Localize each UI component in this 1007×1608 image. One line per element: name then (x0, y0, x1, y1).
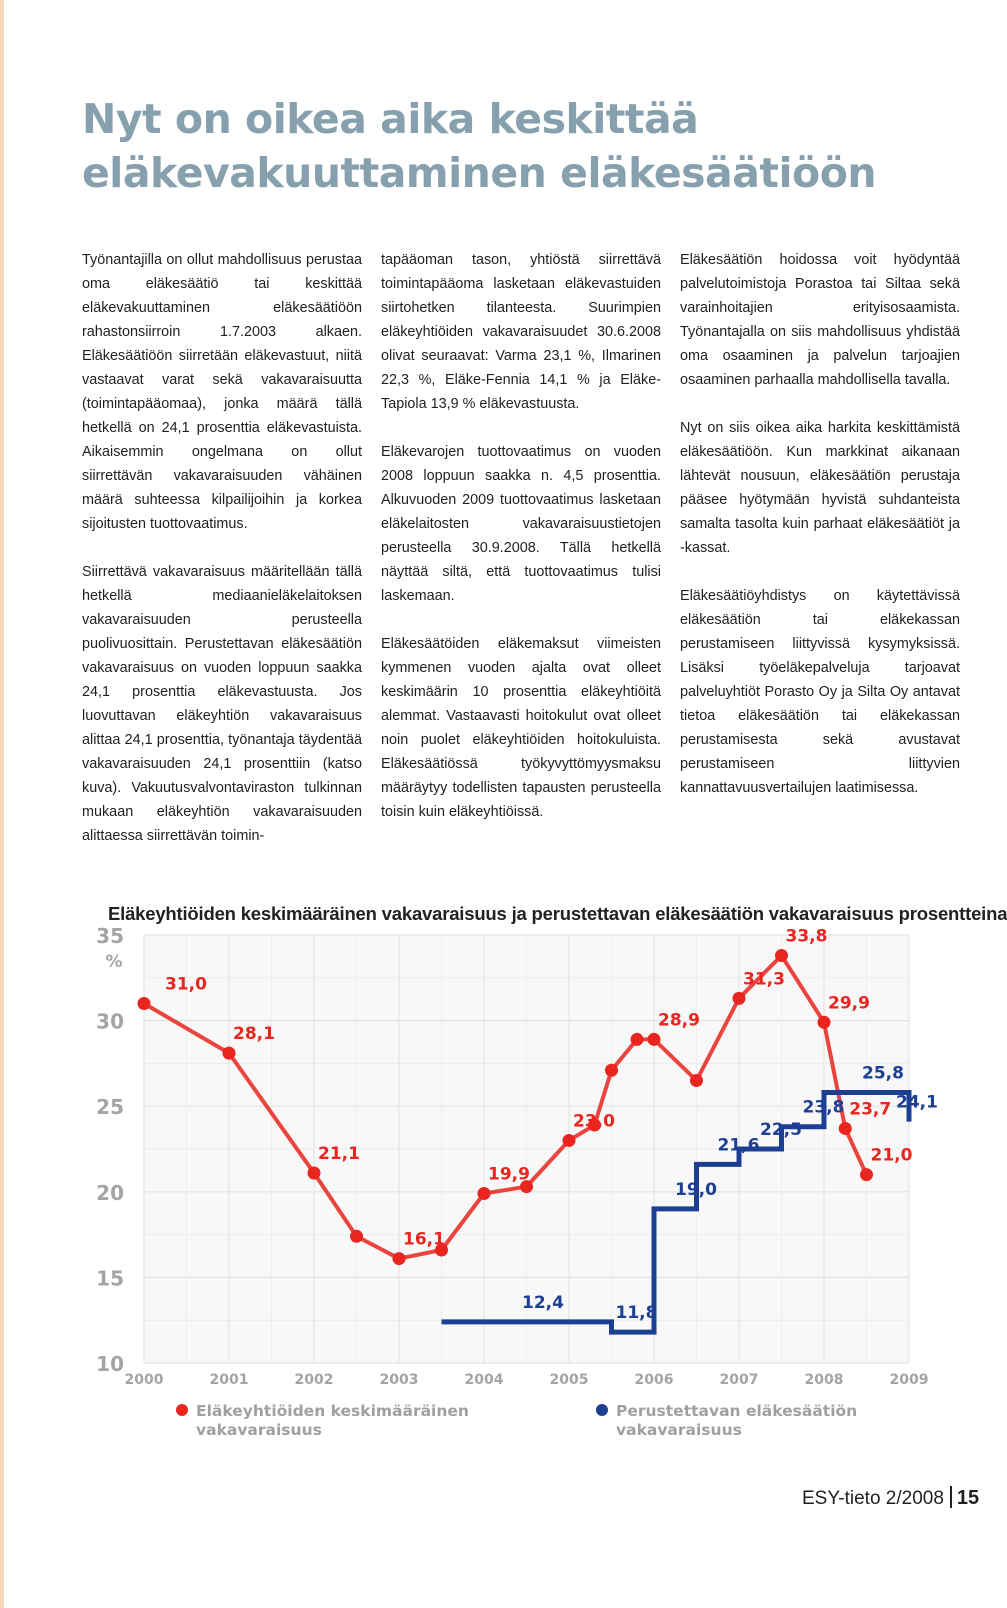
data-label: 19,0 (675, 1179, 717, 1200)
data-point (393, 1252, 406, 1265)
y-tick-label: 15 (96, 1266, 124, 1291)
data-label: 28,9 (658, 1010, 700, 1031)
legend-marker (596, 1404, 608, 1416)
title-line: Nyt on oikea aika keskittää (82, 95, 699, 143)
paragraph: Eläkesäätöiden eläkemaksut viimeisten kymmenen vuoden ajalta ovat olleet keskimäärin 10 prosenttia eläkeyhtiöitä alemmat. Vastaavasti hoitokulut ovat olleet noin puolet eläkeyhtiöiden hoitokuluista. Eläkesäätiössä työkyvyttömyysmaksu määräytyy todellisten tapausten perusteella toisin kuin eläkeyhtiöissä. (381, 636, 661, 820)
title-line: eläkevakuuttaminen eläkesäätiöön (82, 149, 877, 197)
x-tick-label: 2005 (549, 1372, 589, 1388)
data-label: 29,9 (828, 993, 870, 1014)
data-label: 23,0 (573, 1111, 615, 1132)
data-point (648, 1033, 661, 1046)
chart-svg (92, 924, 944, 1485)
y-tick-label: 10 (96, 1352, 124, 1376)
data-point (839, 1122, 852, 1135)
data-point (733, 992, 746, 1005)
paragraph: Eläkesäätiöyhdistys on käytettävissä eläkesäätiön tai eläkekassan perustamiseen liittyvissä kysymyksissä. Lisäksi työeläkepalveluja tarjoavat palveluyhtiöt Porasto Oy ja Silta Oy antavat tietoa eläkesäätiön tai eläkekassan perustamisesta sekä avustavat perustamiseen liittyvien kannattavuusvertailujen laatimisessa. (680, 588, 960, 796)
page-edge-stripe (0, 0, 4, 1608)
article-title (82, 92, 902, 200)
data-label: 31,3 (743, 969, 785, 990)
data-label: 21,6 (717, 1135, 760, 1156)
article-column-1 (82, 248, 362, 872)
x-tick-label: 2001 (209, 1372, 249, 1388)
legend-label: Perustettavan eläkesäätiön (616, 1402, 858, 1420)
y-tick-label: 30 (96, 1009, 124, 1034)
data-point (775, 949, 788, 962)
page-number: 15 (956, 1487, 980, 1509)
data-point (605, 1064, 618, 1077)
data-label: 22,5 (760, 1120, 802, 1140)
x-tick-label: 2000 (124, 1372, 164, 1388)
data-point (631, 1033, 644, 1046)
chart-title: Eläkeyhtiöiden keskimääräinen vakavaraisuus ja perustettavan eläkesäätiön vakavaraisuus prosentteina (108, 903, 1007, 924)
data-label: 16,1 (403, 1229, 445, 1250)
article-column-2 (381, 248, 661, 848)
data-point (350, 1230, 363, 1243)
data-label: 23,8 (802, 1097, 845, 1118)
legend-marker (176, 1404, 188, 1416)
article-column-3 (680, 248, 960, 824)
data-point (818, 1016, 831, 1029)
paragraph: Nyt on siis oikea aika harkita keskittämistä eläkesäätiöön. Kun markkinat aikanaan lähtevät nousuun, eläkesäätiön perustaja pääsee hyötymään hyvistä suhdanteista samalta tasolta kuin parhaat eläkesäätiöt ja -kassat. (680, 420, 960, 556)
page-footer (802, 1486, 979, 1510)
paragraph: Eläkesäätiön hoidossa voit hyödyntää palvelutoimistoja Porastoa tai Siltaa sekä varainhoitajien erityisosaamista. Työnantajalla on siis mahdollisuus yhdistää oma osaaminen ja palvelun tarjoajien osaaminen parhaalla mahdollisella tavalla. (680, 252, 960, 388)
data-label: 31,0 (165, 974, 207, 995)
legend-label: Eläkeyhtiöiden keskimääräinen (196, 1402, 469, 1420)
paragraph: Työnantajilla on ollut mahdollisuus perustaa oma eläkesäätiö tai keskittää eläkevakuuttaminen eläkesäätiöön rahastonsiirroin 1.7.2003 alkaen. Eläkesäätiöön siirretään eläkevastuut, niitä vastaavat varat sekä vakavaraisuutta (toimintapääomaa), jonka määrä tällä hetkellä on 24,1 prosenttia eläkevastuista. Aikaisemmin ongelmana on ollut siirrettävän vakavaraisuuden vähäinen määrä suhteessa kilpailijoihin ja korkea sijoitusten tuottovaatimus. (82, 252, 362, 532)
data-label: 28,1 (233, 1024, 275, 1045)
data-point (308, 1166, 321, 1179)
x-tick-label: 2008 (804, 1372, 844, 1388)
paragraph: tapääoman tason, yhtiöstä siirrettävä toimintapääoma lasketaan eläkevastuiden siirtohetken tilanteesta. Suurimpien eläkeyhtiöiden vakavaraisuudet 30.6.2008 olivat seuraavat: Varma 23,1 %, Ilmarinen 22,3 %, Eläke-Fennia 14,1 % ja Eläke-Tapiola 13,9 % eläkevastuusta. (381, 252, 661, 412)
x-tick-label: 2002 (294, 1372, 334, 1388)
data-label: 25,8 (862, 1063, 904, 1084)
data-label: 24,1 (896, 1092, 938, 1113)
y-tick-label: 35 (96, 924, 124, 948)
data-label: 21,0 (870, 1145, 913, 1166)
legend-label: vakavaraisuus (196, 1421, 322, 1439)
data-point (478, 1187, 491, 1200)
y-axis-label: % (105, 952, 123, 972)
data-point (860, 1168, 873, 1181)
data-point (138, 997, 151, 1010)
data-label: 11,8 (615, 1303, 658, 1324)
footer-divider (950, 1486, 952, 1508)
legend-label: vakavaraisuus (616, 1421, 742, 1439)
data-point (223, 1047, 236, 1060)
data-point (690, 1074, 703, 1087)
data-label: 12,4 (522, 1292, 564, 1313)
x-tick-label: 2007 (719, 1372, 759, 1388)
data-point (563, 1134, 576, 1147)
data-label: 21,1 (318, 1143, 360, 1164)
paragraph: Eläkevarojen tuottovaatimus on vuoden 2008 loppuun saakka n. 4,5 prosenttia. Alkuvuoden 2009 tuottovaatimus lasketaan eläkelaitosten vakavaraisuustietojen perusteella 30.9.2008. Tällä hetkellä näyttää siltä, että tuottovaatimus tulisi laskemaan. (381, 444, 661, 604)
chart (92, 924, 944, 1485)
data-label: 33,8 (785, 926, 828, 947)
y-tick-label: 25 (96, 1095, 124, 1120)
publication-name: ESY-tieto 2/2008 (802, 1488, 944, 1509)
x-tick-label: 2003 (379, 1372, 419, 1388)
x-tick-label: 2006 (634, 1372, 674, 1388)
paragraph: Siirrettävä vakavaraisuus määritellään tällä hetkellä mediaanieläkelaitoksen vakavaraisuuden perusteella puolivuosittain. Perustettavan eläkesäätiön vakavaraisuus on vuoden loppuun saakka 24,1 prosenttia eläkevastuusta. Jos luovuttavan eläkeyhtiön vakavaraisuus alittaa 24,1 prosenttia, työnantaja täydentää vakavaraisuuden 24,1 prosenttiin (katso kuva). Vakuutusvalvontaviraston tulkinnan mukaan eläkeyhtiön vakavaraisuuden alittaessa siirrettävän toimin- (82, 564, 362, 844)
data-label: 19,9 (488, 1164, 530, 1185)
x-tick-label: 2004 (464, 1372, 504, 1388)
x-tick-label: 2009 (889, 1372, 929, 1388)
data-label: 23,7 (849, 1099, 892, 1120)
y-tick-label: 20 (96, 1180, 124, 1205)
